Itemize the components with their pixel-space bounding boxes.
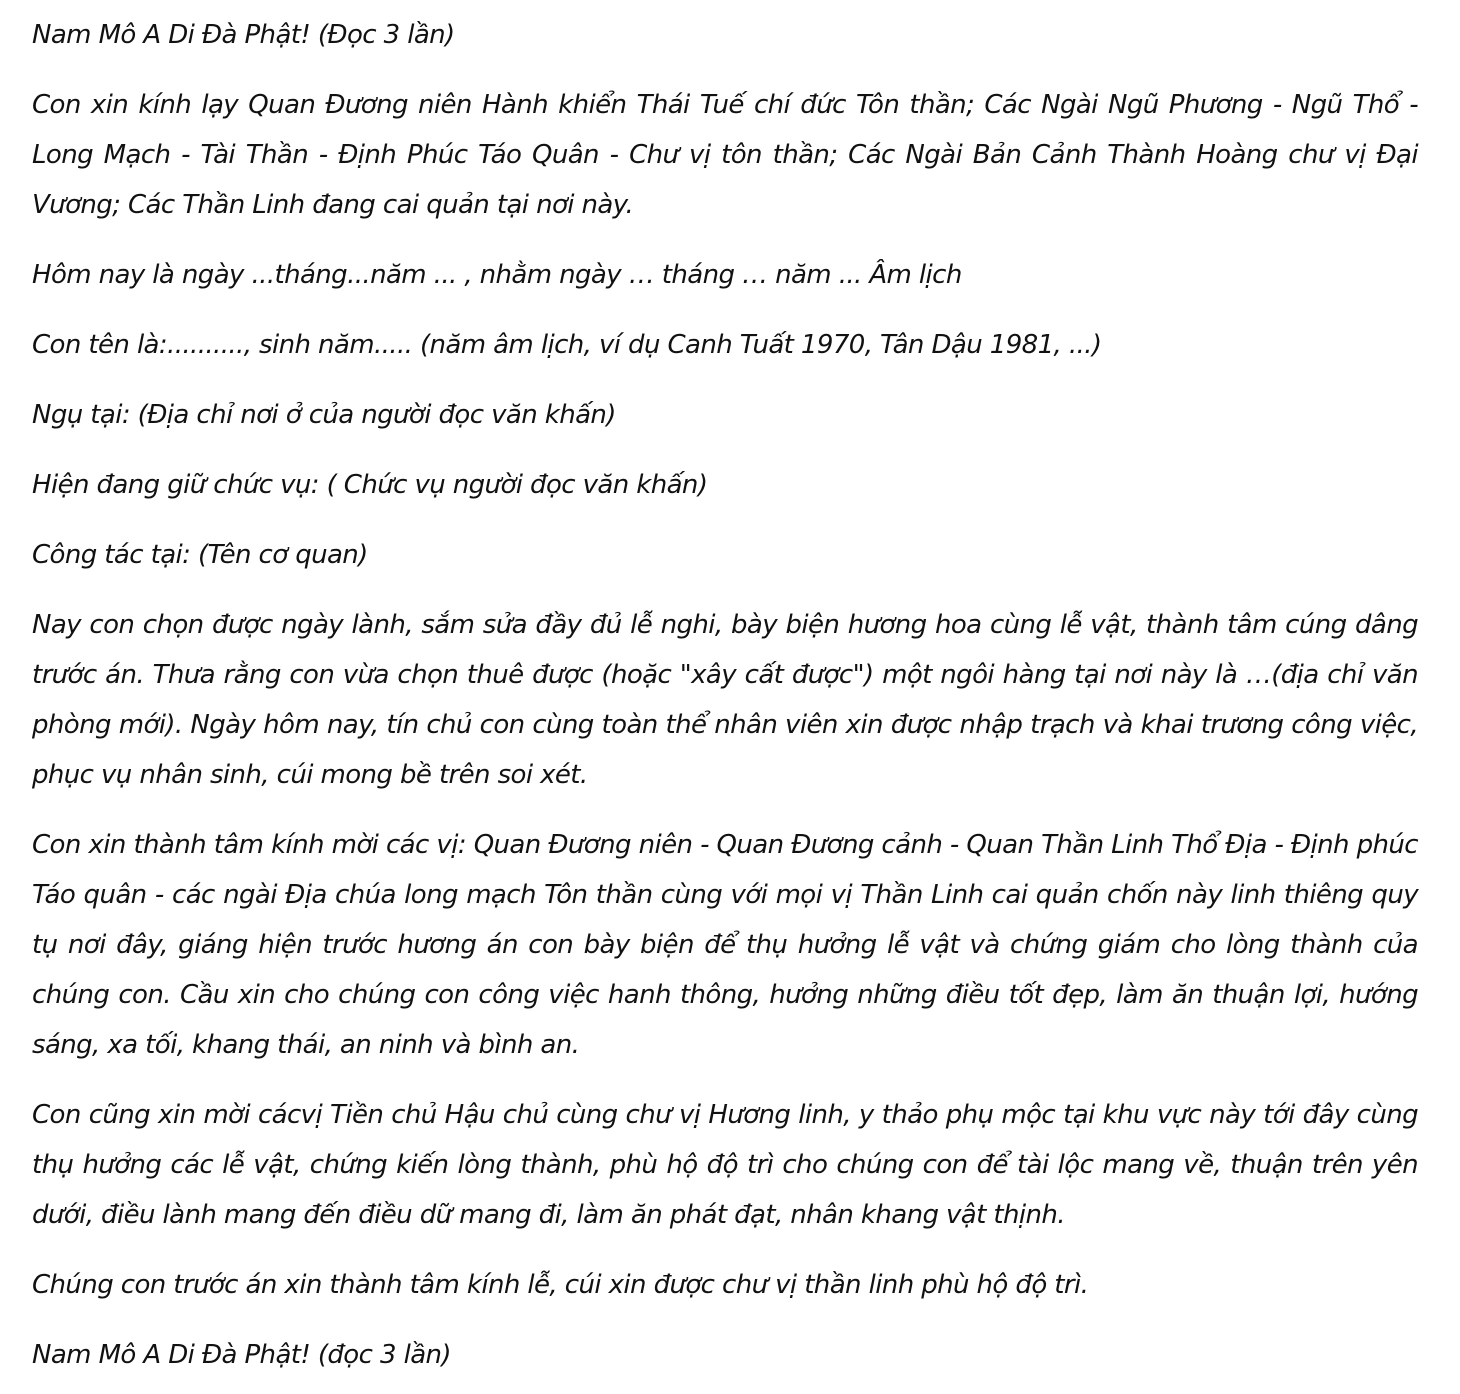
address-line: Ngụ tại: (Địa chỉ nơi ở của người đọc văn khấn): [32, 400, 616, 430]
closing-invocation: Nam Mô A Di Đà Phật! (đọc 3 lần): [32, 1340, 451, 1370]
position-line: Hiện đang giữ chức vụ: ( Chức vụ người đọc văn khấn): [32, 470, 708, 500]
salutation-paragraph: Con xin kính lạy Quan Đương niên Hành khiển Thái Tuế chí đức Tôn thần; Các Ngài Ngũ Phương - Ngũ Thổ - Long Mạch - Tài Thần - Định Phúc Táo Quân - Chư vị tôn thần; Các Ngài Bản Cảnh Thành Hoàng chư vị Đại Vương; Các Thần Linh đang cai quản tại nơi này.: [32, 90, 1418, 220]
name-line: Con tên là:.........., sinh năm..... (năm âm lịch, ví dụ Canh Tuất 1970, Tân Dậu 1981, ...): [32, 330, 1102, 360]
closing-prayer: Chúng con trước án xin thành tâm kính lễ, cúi xin được chư vị thần linh phù hộ độ trì.: [32, 1270, 1089, 1300]
spirits-invitation-paragraph: Con cũng xin mời cácvị Tiền chủ Hậu chủ cùng chư vị Hương linh, y thảo phụ mộc tại khu vực này tới đây cùng thụ hưởng các lễ vật, chứng kiến lòng thành, phù hộ độ trì cho chúng con để tài lộc mang về, thuận trên yên dưới, điều lành mang đến điều dữ mang đi, làm ăn phát đạt, nhân khang vật thịnh.: [32, 1100, 1418, 1230]
invitation-paragraph: Con xin thành tâm kính mời các vị: Quan Đương niên - Quan Đương cảnh - Quan Thần Linh Thổ Địa - Định phúc Táo quân - các ngài Địa chúa long mạch Tôn thần cùng với mọi vị Thần Linh cai quản chốn này linh thiêng quy tụ nơi đây, giáng hiện trước hương án con bày biện để thụ hưởng lễ vật và chứng giám cho lòng thành của chúng con. Cầu xin cho chúng con công việc hanh thông, hưởng những điều tốt đẹp, làm ăn thuận lợi, hướng sáng, xa tối, khang thái, an ninh và bình an.: [32, 830, 1418, 1060]
date-line: Hôm nay là ngày ...tháng...năm ... , nhằm ngày … tháng … năm ... Âm lịch: [32, 260, 962, 290]
opening-invocation: Nam Mô A Di Đà Phật! (Đọc 3 lần): [32, 20, 455, 50]
offering-paragraph: Nay con chọn được ngày lành, sắm sửa đầy đủ lễ nghi, bày biện hương hoa cùng lễ vật, thành tâm cúng dâng trước án. Thưa rằng con vừa chọn thuê được (hoặc "xây cất được") một ngôi hàng tại nơi này là …(địa chỉ văn phòng mới). Ngày hôm nay, tín chủ con cùng toàn thể nhân viên xin được nhập trạch và khai trương công việc, phục vụ nhân sinh, cúi mong bề trên soi xét.: [32, 610, 1418, 790]
workplace-line: Công tác tại: (Tên cơ quan): [32, 540, 368, 570]
